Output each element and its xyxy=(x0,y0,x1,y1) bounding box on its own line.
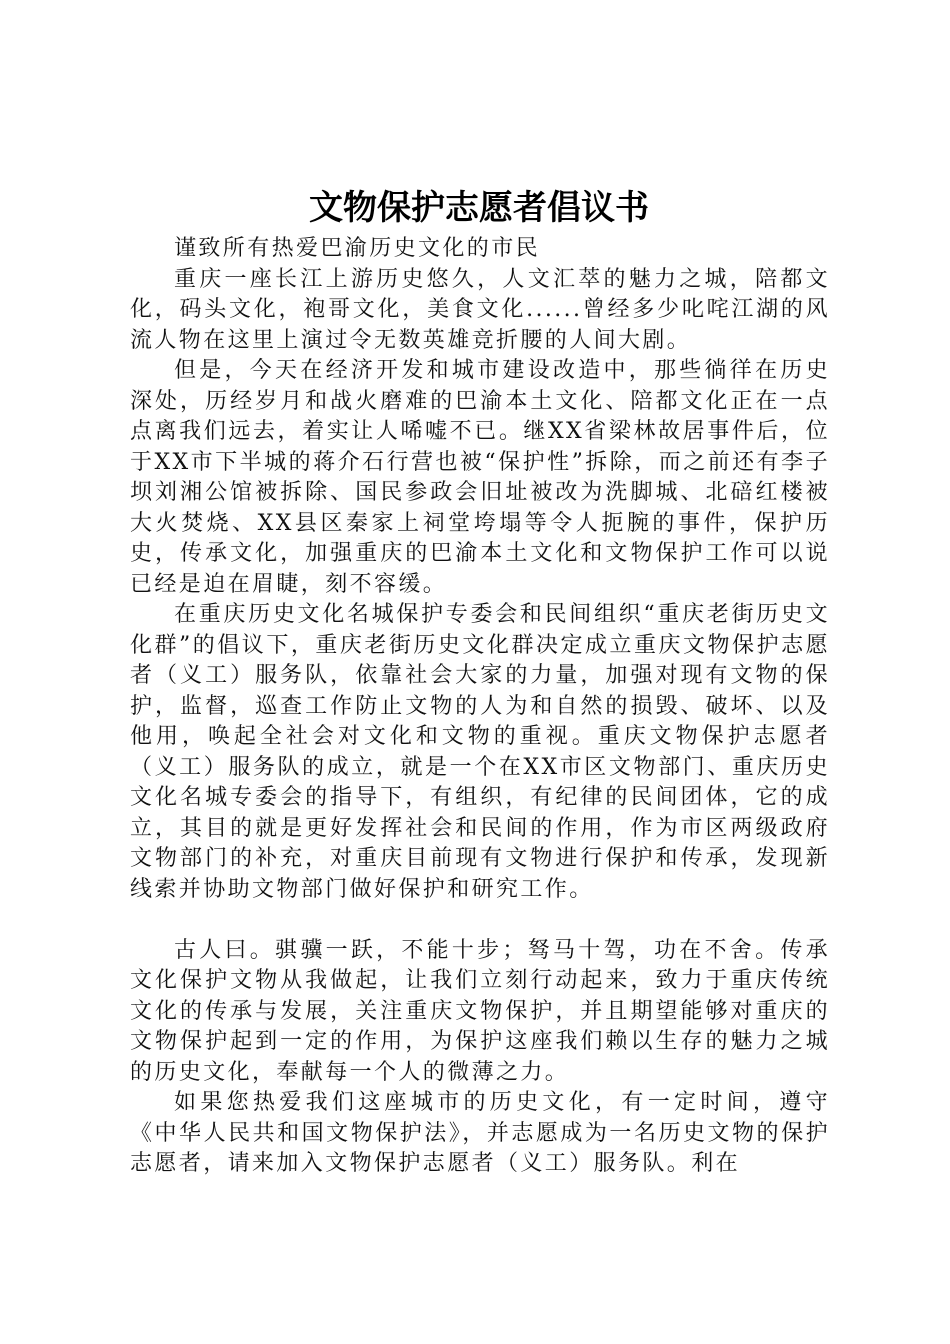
body-paragraph: 如果您热爱我们这座城市的历史文化，有一定时间，遵守《中华人民共和国文物保护法》，并志愿成为一名历史文物的保护志愿者，请来加入文物保护志愿者（义工）服务队。利在 xyxy=(130,1090,830,1176)
document-body xyxy=(130,234,830,1180)
body-paragraph: 但是，今天在经济开发和城市建设改造中，那些徜徉在历史深处，历经岁月和战火磨难的巴渝本土文化、陪都文化正在一点点离我们远去，着实让人唏嘘不已。继XX省梁林故居事件后，位于XX市下半城的蒋介石行营也被“保护性”拆除，而之前还有李子坝刘湘公馆被拆除、国民参政会旧址被改为洗脚城、北碚红楼被大火焚烧、XX县区秦家上祠堂垮塌等令人扼腕的事件，保护历史，传承文化，加强重庆的巴渝本土文化和文物保护工作可以说已经是迫在眉睫，刻不容缓。 xyxy=(130,358,830,597)
body-paragraph: 重庆一座长江上游历史悠久，人文汇萃的魅力之城，陪都文化，码头文化，袍哥文化，美食文化......曾经多少叱咤江湖的风流人物在这里上演过令无数英雄竞折腰的人间大剧。 xyxy=(130,266,830,353)
body-paragraph: 在重庆历史文化名城保护专委会和民间组织“重庆老街历史文化群”的倡议下，重庆老街历史文化群决定成立重庆文物保护志愿者（义工）服务队，依靠社会大家的力量，加强对现有文物的保护，监督，巡查工作防止文物的人为和自然的损毁、破坏、以及他用，唤起全社会对文化和文物的重视。重庆文物保护志愿者（义工）服务队的成立，就是一个在XX市区文物部门、重庆历史文化名城专委会的指导下，有组织，有纪律的民间团体，它的成立，其目的就是更好发挥社会和民间的作用，作为市区两级政府文物部门的补充，对重庆目前现有文物进行保护和传承，发现新线索并协助文物部门做好保护和研究工作。 xyxy=(130,602,830,902)
document-title: 文物保护志愿者倡议书 xyxy=(309,188,649,228)
salutation-paragraph: 谨致所有热爱巴渝历史文化的市民 xyxy=(174,236,541,261)
body-paragraph: 古人曰。骐骥一跃，不能十步；驽马十驾，功在不舍。传承文化保护文物从我做起，让我们立刻行动起来，致力于重庆传统文化的传承与发展，关注重庆文物保护，并且期望能够对重庆的文物保护起到一定的作用，为保护这座我们赖以生存的魅力之城的历史文化，奉献每一个人的微薄之力。 xyxy=(130,937,830,1085)
